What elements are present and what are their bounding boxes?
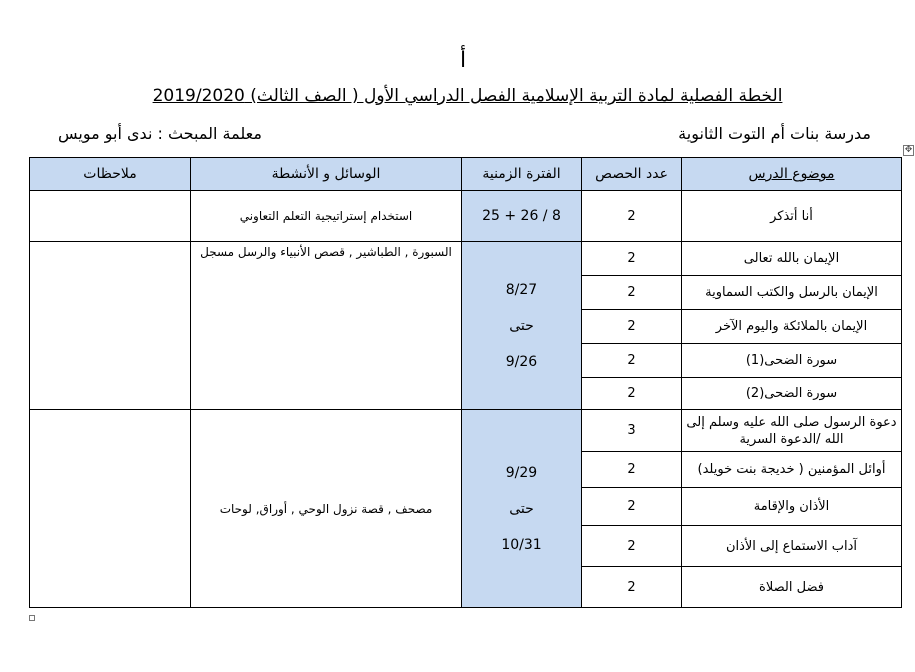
header-topic: موضوع الدرس bbox=[682, 158, 902, 191]
period-cell bbox=[462, 242, 582, 410]
period-line: 8/27 bbox=[505, 281, 538, 298]
means-cell: استخدام إستراتيجية التعلم التعاوني bbox=[191, 191, 462, 242]
period-cell bbox=[462, 410, 582, 608]
period-line: حتى bbox=[509, 500, 534, 517]
lesson-topic: دعوة الرسول صلى الله عليه وسلم إلى الله /الدعوة السرية bbox=[682, 410, 902, 452]
document-title: الخطة الفصلية لمادة التربية الإسلامية الفصل الدراسي الأول ( الصف الثالث) 2019/2020 bbox=[152, 86, 783, 106]
notes-cell bbox=[30, 242, 191, 410]
lesson-count: 2 bbox=[582, 488, 682, 526]
table-row bbox=[30, 242, 902, 276]
lesson-count: 2 bbox=[582, 242, 682, 276]
lesson-topic: فضل الصلاة bbox=[682, 567, 902, 608]
header-period: الفترة الزمنية bbox=[462, 158, 582, 191]
means-cell: السبورة , الطباشير , قصص الأنبياء والرسل مسجل bbox=[191, 242, 462, 410]
lesson-count: 2 bbox=[582, 567, 682, 608]
lesson-topic: أوائل المؤمنين ( خديجة بنت خويلد) bbox=[682, 452, 902, 488]
period-line: 10/31 bbox=[501, 536, 542, 553]
period-cell bbox=[462, 191, 582, 242]
lesson-topic: سورة الضحى(2) bbox=[682, 378, 902, 410]
plan-table bbox=[29, 157, 902, 608]
notes-cell bbox=[30, 191, 191, 242]
lesson-topic: الإيمان بالله تعالى bbox=[682, 242, 902, 276]
lesson-count: 2 bbox=[582, 276, 682, 310]
lesson-topic: أنا أتذكر bbox=[682, 191, 902, 242]
period-line: حتى bbox=[509, 317, 534, 334]
lesson-count: 2 bbox=[582, 378, 682, 410]
table-row bbox=[30, 410, 902, 452]
table-row bbox=[30, 191, 902, 242]
table-body bbox=[30, 191, 902, 608]
table-header-row bbox=[30, 158, 902, 191]
means-cell: مصحف , قصة نزول الوحي , أوراق, لوحات bbox=[191, 410, 462, 608]
period-line: 9/29 bbox=[505, 464, 538, 481]
lesson-count: 2 bbox=[582, 526, 682, 567]
period-line: 25 + 26 / 8 bbox=[482, 208, 561, 224]
lesson-topic: الإيمان بالملائكة واليوم الآخر bbox=[682, 310, 902, 344]
table-resize-handle[interactable] bbox=[29, 615, 35, 621]
school-name: مدرسة بنات أم التوت الثانوية bbox=[678, 124, 871, 143]
lesson-topic: الأذان والإقامة bbox=[682, 488, 902, 526]
lesson-count: 2 bbox=[582, 191, 682, 242]
header-count: عدد الحصص bbox=[582, 158, 682, 191]
lesson-topic: آداب الاستماع إلى الأذان bbox=[682, 526, 902, 567]
lesson-count: 2 bbox=[582, 452, 682, 488]
header-means: الوسائل و الأنشطة bbox=[191, 158, 462, 191]
lesson-count: 2 bbox=[582, 310, 682, 344]
teacher-name: معلمة المبحث : ندى أبو مويس bbox=[58, 124, 262, 143]
header-notes: ملاحظات bbox=[30, 158, 191, 191]
lesson-count: 2 bbox=[582, 344, 682, 378]
lesson-topic: الإيمان بالرسل والكتب السماوية bbox=[682, 276, 902, 310]
notes-cell bbox=[30, 410, 191, 608]
table-move-handle-icon[interactable]: ✥ bbox=[904, 145, 913, 155]
period-line: 9/26 bbox=[505, 353, 538, 370]
lesson-count: 3 bbox=[582, 410, 682, 452]
page-marker: أ bbox=[460, 48, 467, 73]
lesson-topic: سورة الضحى(1) bbox=[682, 344, 902, 378]
